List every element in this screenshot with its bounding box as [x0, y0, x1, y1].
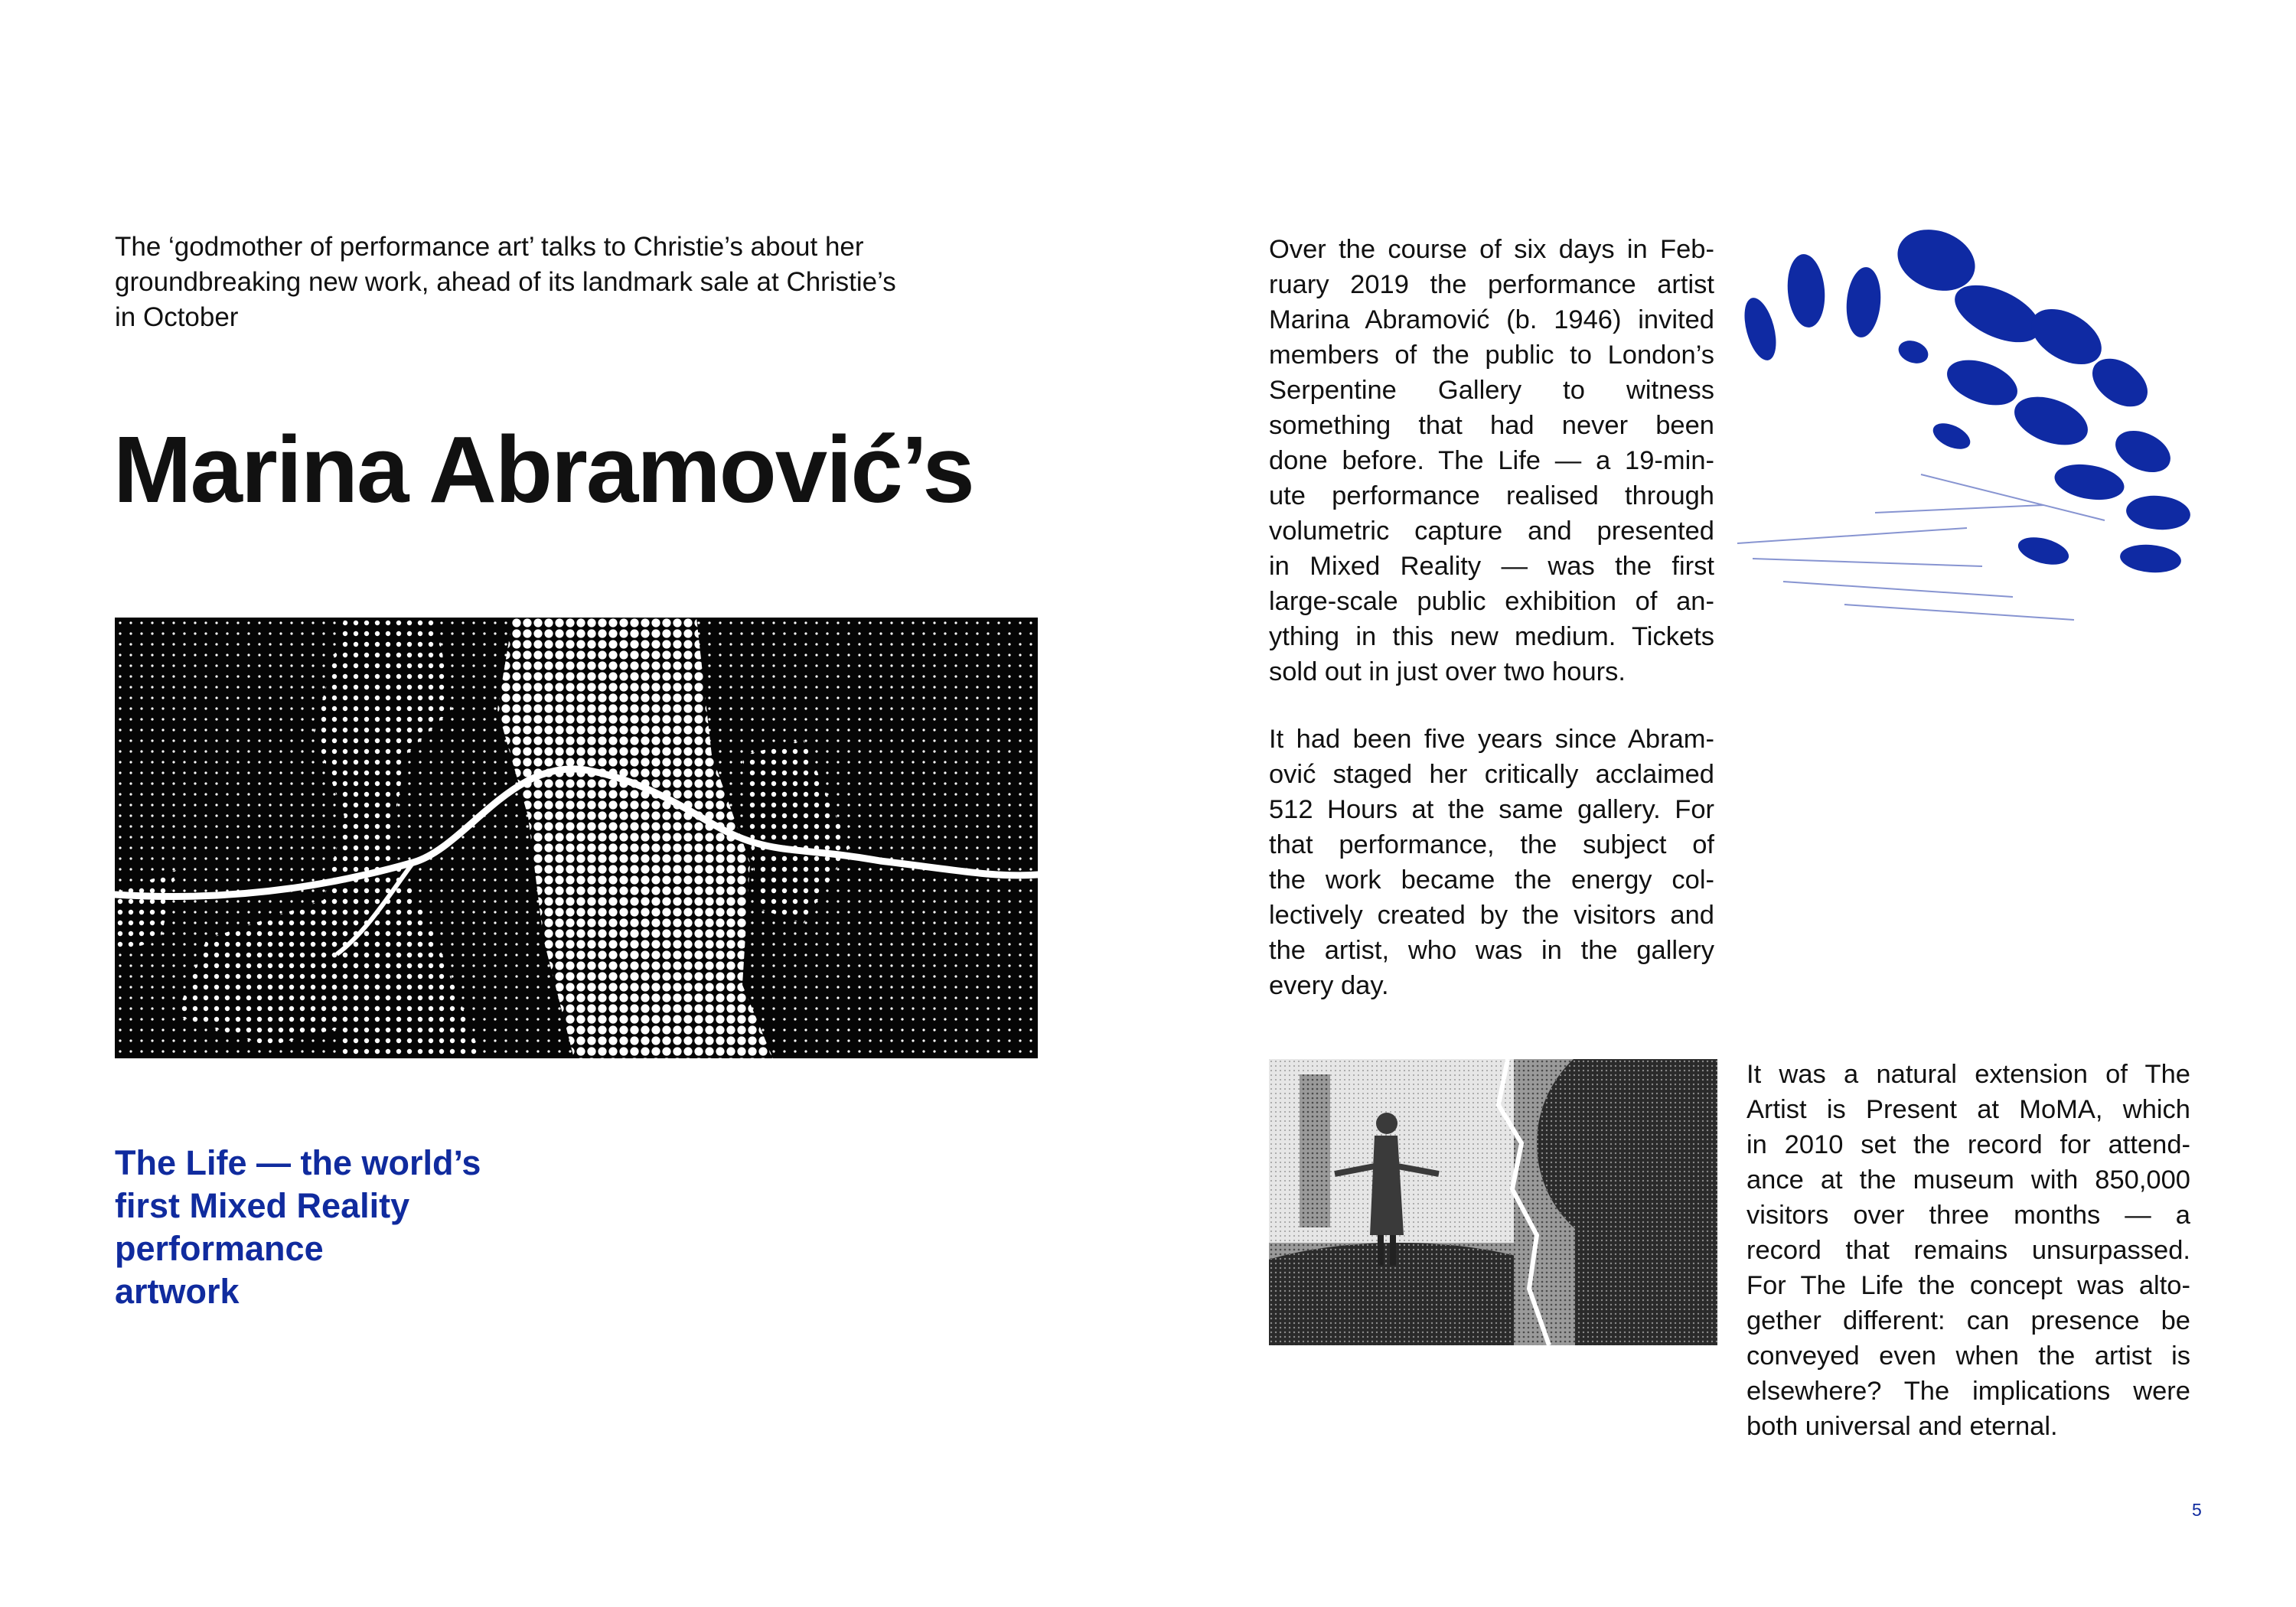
- paragraph-line: in 2010 set the record for attend-: [1746, 1130, 2190, 1159]
- paragraph-line: record that remains unsurpassed.: [1746, 1236, 2190, 1265]
- body-paragraph-2: [1269, 722, 1714, 1003]
- intro-text: [115, 230, 1064, 335]
- paragraph-line: both universal and eternal.: [1746, 1412, 2058, 1441]
- caption-line: The Life — the world’s: [115, 1143, 481, 1182]
- paragraph-line: ything in this new medium. Tickets: [1269, 622, 1714, 651]
- paragraph-line: conveyed even when the artist is: [1746, 1341, 2190, 1371]
- intro-line: groundbreaking new work, ahead of its landmark sale at Christie’s: [115, 267, 896, 297]
- blue-handprint-illustration: [1722, 222, 2197, 635]
- paragraph-line: ute performance realised through: [1269, 481, 1714, 510]
- paragraph-line: ruary 2019 the performance artist: [1269, 270, 1714, 299]
- article-title: Marina Abramović’s: [113, 418, 974, 523]
- paragraph-line: For The Life the concept was alto-: [1746, 1271, 2190, 1300]
- paragraph-line: gether different: can presence be: [1746, 1306, 2190, 1335]
- paragraph-line: something that had never been: [1269, 411, 1714, 440]
- paragraph-line: the artist, who was in the gallery: [1269, 936, 1714, 965]
- paragraph-line: large-scale public exhibition of an-: [1269, 587, 1714, 616]
- paragraph-line: It was a natural extension of The: [1746, 1060, 2190, 1089]
- paragraph-line: 512 Hours at the same gallery. For: [1269, 795, 1714, 824]
- paragraph-line: volumetric capture and presented: [1269, 517, 1714, 546]
- caption-line: performance: [115, 1229, 324, 1268]
- body-paragraph-1: [1269, 232, 1714, 689]
- paragraph-line: that performance, the subject of: [1269, 830, 1714, 859]
- paragraph-line: members of the public to London’s: [1269, 341, 1714, 370]
- paragraph-line: It had been five years since Abram-: [1269, 725, 1714, 754]
- paragraph-line: ance at the museum with 850,000: [1746, 1165, 2190, 1195]
- page-number: 5: [2192, 1500, 2202, 1520]
- paragraph-line: ović staged her critically acclaimed: [1269, 760, 1714, 789]
- gallery-performance-photo: [1269, 1059, 1717, 1345]
- body-paragraph-3: [1746, 1057, 2190, 1444]
- paragraph-line: lectively created by the visitors and: [1269, 901, 1714, 930]
- paragraph-line: visitors over three months — a: [1746, 1201, 2190, 1230]
- intro-line: The ‘godmother of performance art’ talks to Christie’s about her: [115, 232, 864, 262]
- paragraph-line: Over the course of six days in Feb-: [1269, 235, 1714, 264]
- image-caption: [115, 1142, 481, 1313]
- caption-line: first Mixed Reality: [115, 1186, 410, 1225]
- paragraph-line: elsewhere? The implications were: [1746, 1377, 2190, 1406]
- intro-line: in October: [115, 302, 239, 332]
- paragraph-line: Artist is Present at MoMA, which: [1746, 1095, 2190, 1124]
- paragraph-line: done before. The Life — a 19-min-: [1269, 446, 1714, 475]
- paragraph-line: in Mixed Reality — was the first: [1269, 552, 1714, 581]
- paragraph-line: Marina Abramović (b. 1946) invited: [1269, 305, 1714, 334]
- paragraph-line: Serpentine Gallery to witness: [1269, 376, 1714, 405]
- paragraph-line: sold out in just over two hours.: [1269, 657, 1626, 686]
- caption-line: artwork: [115, 1272, 240, 1311]
- halftone-portrait-image: [115, 618, 1038, 1058]
- paragraph-line: the work became the energy col-: [1269, 865, 1714, 895]
- paragraph-line: every day.: [1269, 971, 1389, 1000]
